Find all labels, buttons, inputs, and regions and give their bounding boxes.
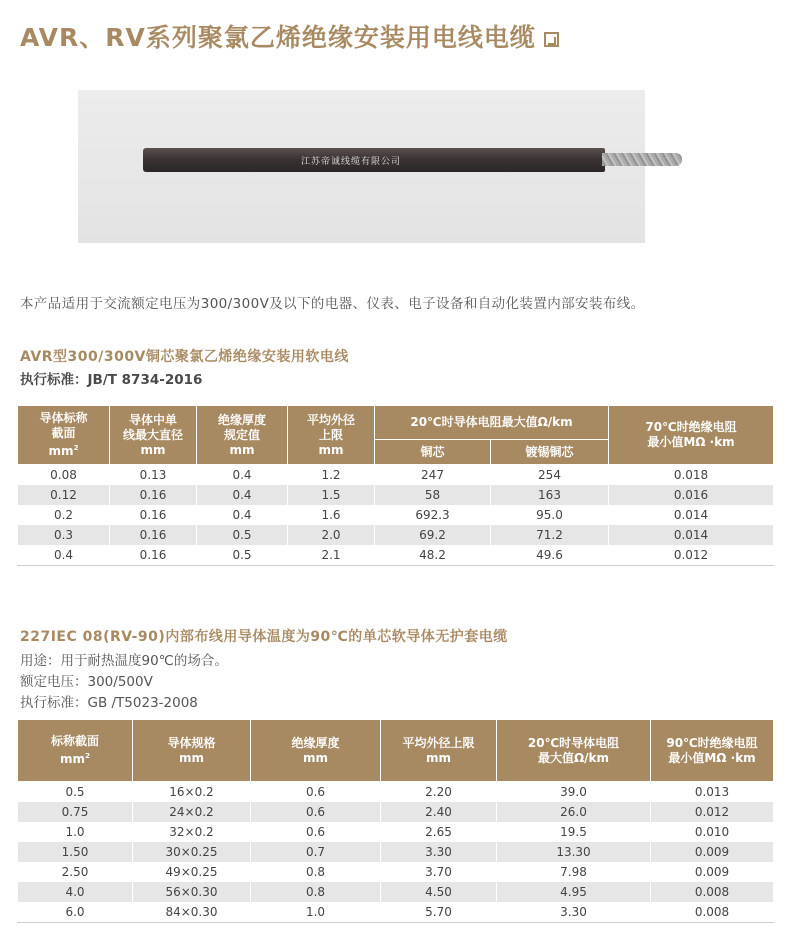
table-cell: 0.6 [251,802,381,822]
table-cell: 1.50 [18,842,133,862]
page-title-text: AVR、RV系列聚氯乙烯绝缘安装用电线电缆 [20,23,536,52]
table-row [18,505,774,525]
table-cell: 0.014 [609,525,774,545]
section2-title: 227IEC 08(RV-90)内部布线用导体温度为90℃的单芯软导体无护套电缆 [20,629,508,645]
header-conductor-resistance: 20℃时导体电阻最大值Ω/km [375,406,609,440]
table-cell: 5.70 [381,902,497,923]
table-cell: 0.8 [251,862,381,882]
table-cell: 0.008 [651,882,774,902]
table-cell: 0.5 [18,782,133,803]
table-cell: 49.6 [491,545,609,566]
cable-print-text: 江苏帝诚线缆有限公司 [301,157,402,167]
table-cell: 3.70 [381,862,497,882]
header-insulation-resistance-2: 90℃时绝缘电阻 最小值MΩ ·km [651,720,774,782]
table-cell: 49×0.25 [133,862,251,882]
table-cell: 7.98 [497,862,651,882]
table-cell: 58 [375,485,491,505]
expand-icon[interactable] [544,32,559,47]
table-cell: 0.16 [110,485,197,505]
table-cell: 4.95 [497,882,651,902]
table-cell: 84×0.30 [133,902,251,923]
table-cell: 0.016 [609,485,774,505]
table-cell: 0.014 [609,505,774,525]
table-row [18,902,774,923]
header-outer-diameter: 平均外径 上限 mm [288,406,375,465]
table-cell: 0.4 [197,505,288,525]
table-cell: 4.0 [18,882,133,902]
table-cell: 0.009 [651,842,774,862]
header-nominal-section-2 [18,720,133,782]
table-cell: 2.1 [288,545,375,566]
avr-spec-table [17,405,774,566]
avr-table-body [18,465,774,566]
header-conductor-resistance-2: 20℃时导体电阻 最大值Ω/km [497,720,651,782]
table-cell: 1.0 [251,902,381,923]
table-row [18,545,774,566]
table-cell: 2.0 [288,525,375,545]
cable-image [143,148,605,172]
header-nominal-section-sup: 2 [73,444,79,452]
table-cell: 16×0.2 [133,782,251,803]
table-cell: 0.75 [18,802,133,822]
table-cell: 0.008 [651,902,774,923]
table-cell: 0.012 [651,802,774,822]
table-cell: 2.50 [18,862,133,882]
table-cell: 69.2 [375,525,491,545]
section2-usage: 用途：用于耐热温度90℃的场合。 [20,653,228,669]
table-cell: 163 [491,485,609,505]
header-nominal-section-2-sup: 2 [85,752,90,760]
header-insulation-thickness: 绝缘厚度 规定值 mm [197,406,288,465]
header-max-wire-diameter: 导体中单 线最大直径 mm [110,406,197,465]
stranded-conductor-image [602,153,682,166]
table-cell: 19.5 [497,822,651,842]
table-cell: 13.30 [497,842,651,862]
table-cell: 48.2 [375,545,491,566]
product-description: 本产品适用于交流额定电压为300/300V及以下的电器、仪表、电子设备和自动化装置内部安装布线。 [20,296,645,312]
table-cell: 1.0 [18,822,133,842]
table-cell: 0.7 [251,842,381,862]
rv90-table-body [18,782,774,923]
header-conductor-spec: 导体规格 mm [133,720,251,782]
page-title [20,18,559,54]
table-cell: 2.40 [381,802,497,822]
header-nominal-section-2-text: 标称截面 mm [50,734,99,766]
header-insulation-thickness-2: 绝缘厚度 mm [251,720,381,782]
table-cell: 6.0 [18,902,133,923]
header-insulation-resistance: 70℃时绝缘电阻 最小值MΩ ·km [609,406,774,465]
table-cell: 95.0 [491,505,609,525]
table-cell: 2.20 [381,782,497,803]
header-outer-diameter-2: 平均外径上限 mm [381,720,497,782]
table-row [18,485,774,505]
table-cell: 30×0.25 [133,842,251,862]
header-nominal-section [18,406,110,465]
table-cell: 0.4 [18,545,110,566]
table-cell: 0.2 [18,505,110,525]
table-cell: 3.30 [497,902,651,923]
section2-standard: 执行标准：GB /T5023-2008 [20,695,198,711]
table-cell: 0.4 [197,465,288,486]
section1-standard: 执行标准：JB/T 8734-2016 [20,372,203,388]
table-cell: 0.010 [651,822,774,842]
table-cell: 0.013 [651,782,774,803]
table-cell: 0.6 [251,822,381,842]
table-cell: 0.009 [651,862,774,882]
table-cell: 0.018 [609,465,774,486]
table-cell: 247 [375,465,491,486]
table-cell: 0.16 [110,545,197,566]
table-row [18,842,774,862]
rv90-spec-table [17,719,774,923]
table-cell: 3.30 [381,842,497,862]
product-photo [78,90,645,243]
table-cell: 0.13 [110,465,197,486]
table-cell: 0.3 [18,525,110,545]
table-cell: 254 [491,465,609,486]
section2-voltage: 额定电压：300/500V [20,674,153,690]
table-cell: 1.6 [288,505,375,525]
table-cell: 0.5 [197,525,288,545]
table-cell: 1.5 [288,485,375,505]
table-cell: 2.65 [381,822,497,842]
section1-title: AVR型300/300V铜芯聚氯乙烯绝缘安装用软电线 [20,349,349,365]
header-copper: 铜芯 [375,440,491,465]
table-cell: 24×0.2 [133,802,251,822]
table-cell: 4.50 [381,882,497,902]
table-cell: 0.16 [110,505,197,525]
table-row [18,525,774,545]
table-cell: 1.2 [288,465,375,486]
table-cell: 0.4 [197,485,288,505]
table-cell: 56×0.30 [133,882,251,902]
table-cell: 32×0.2 [133,822,251,842]
table-cell: 71.2 [491,525,609,545]
table-row [18,822,774,842]
table-cell: 0.012 [609,545,774,566]
table-cell: 0.12 [18,485,110,505]
table-row [18,862,774,882]
table-cell: 0.16 [110,525,197,545]
table-row [18,802,774,822]
table-row [18,882,774,902]
table-cell: 39.0 [497,782,651,803]
table-cell: 0.5 [197,545,288,566]
header-tinned-copper: 镀锡铜芯 [491,440,609,465]
table-cell: 26.0 [497,802,651,822]
header-nominal-section-text: 导体标称 截面 mm [39,411,88,458]
table-row [18,465,774,486]
table-cell: 0.08 [18,465,110,486]
table-cell: 692.3 [375,505,491,525]
table-row [18,782,774,803]
table-cell: 0.6 [251,782,381,803]
table-cell: 0.8 [251,882,381,902]
